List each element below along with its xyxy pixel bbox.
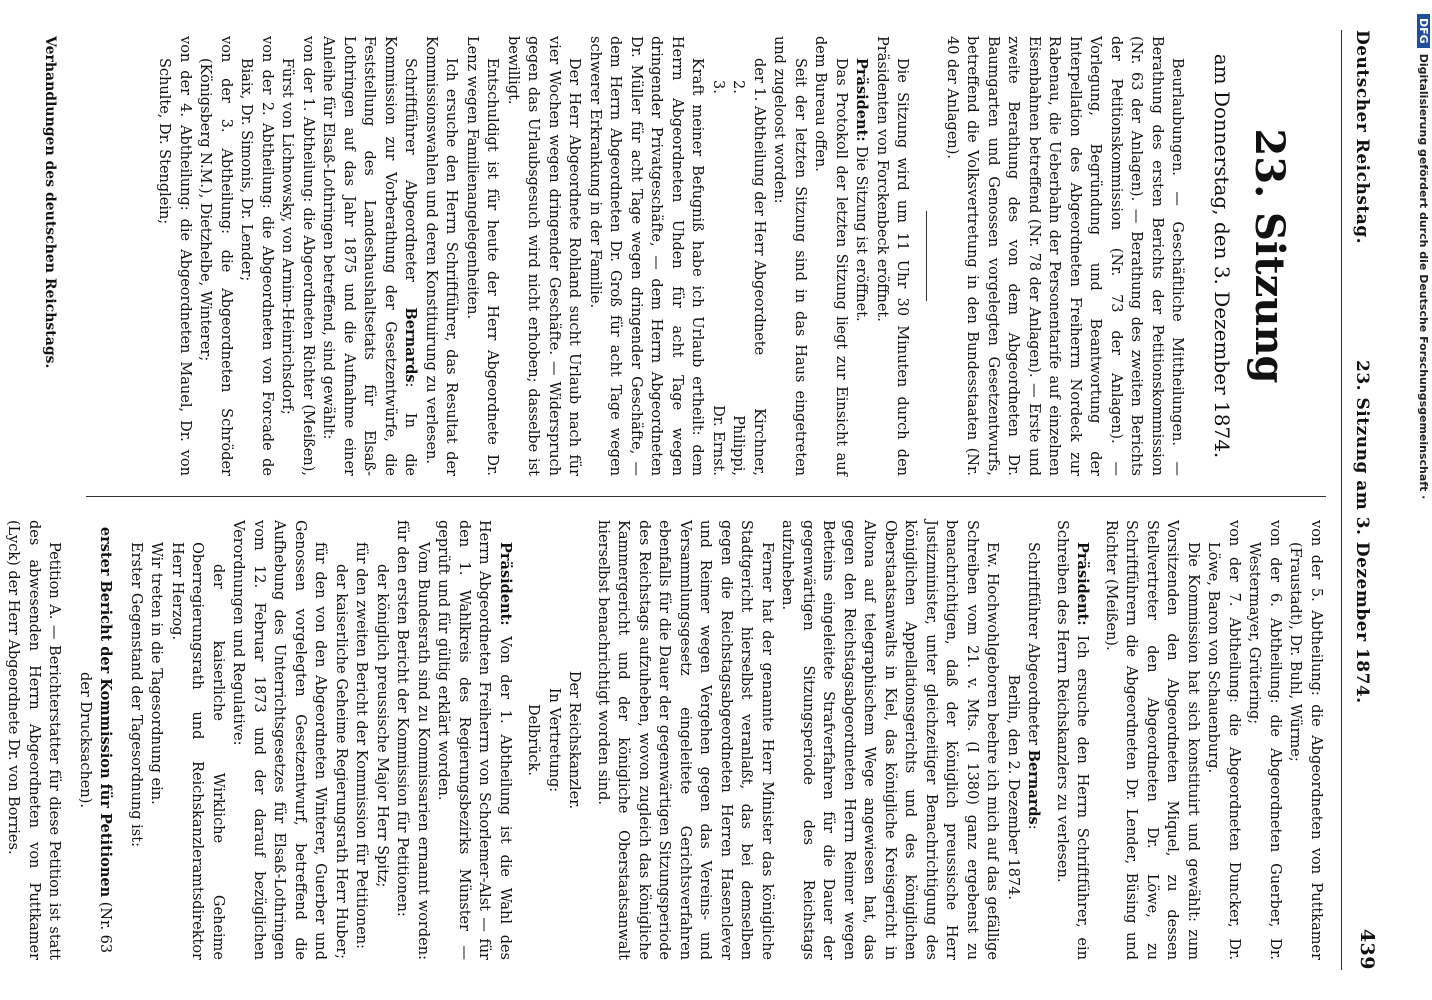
president-statement (851, 36, 872, 476)
list-item: für den zweiten Bericht der Kommission für Petitionen: (353, 542, 370, 950)
agenda-summary: Beurlaubungen. — Geschäftliche Mittheilungen. — Berathung des ersten Berichts der Petitionskommission (Nr. 63 der Anlagen). — Berathung des zweiten Berichts der Petitionskommission (Nr. 73 der Anlagen). — Vorlegung, Begründung und Beantwortung der Interpellation des Abgeordneten Freiherrn Nordeck zur Rabenau, die Ueberbahn der Personentarife auf einzelnen Eisenbahnen betreffend (Nr. 78 der Anlagen). — Erste und zweite Berathung des von dem Abgeordneten Dr. Baumgarten und Genossen vorgelegten Gesetzentwurfs, betreffend die Volksvertretung in den Bundesstaaten (Nr. 40 der Anlagen). (944, 36, 1186, 476)
list-item: für den von den Abgeordneten Winterer, Guerber und Genossen vorgelegten Gesetzentwurf, betreffend die Aufhebung des Unterrichtsgesetzes für Elsaß-Lothringen vom 12. Februar 1873 und der darauf bezüglichen Verordnungen und Regulative: (230, 520, 329, 960)
list-item: der königlich preussische Major Herr Spitz; (374, 564, 390, 888)
petition-paragraph: Petition A. — Berichterstatter für diese Petition ist statt des abwesenden Herrn Abgeordneten von Puttkamer (Lyck) der Herr Abgeordnete Dr. von Borries. (5, 520, 63, 960)
letter-body-2: Ferner hat der genannte Herr Minister das königliche Stadtgericht hierselbst veranlaßt, das bei demselben gegen die Reichstagsabgeordneten Herren Hasenclever und Reimer wegen Vergehen gegen das Vereins- und Versammlungsgesetz eingeleitete Gerichtsverfahren ebenfalls für die Dauer der gegenwärtigen Sitzungsperiode des Reichstags aufzuheben, wovon zugleich das königliche Kammergericht und der königliche Oberstaatsanwalt hierselbst benachrichtigt worden sind. (595, 520, 775, 960)
president-statement: Präsident: Von der 1. Abtheilung ist die Wahl des Herrn Abgeordneten Freiherrn von Schorlemer-Alst — für den 1. Wahlkreis des Regierungsbezirks Münster — geprüft und für gültig erklärt worden. (435, 520, 514, 960)
letter-signature-role: In Vertretung: (546, 687, 562, 793)
right-column (0, 520, 1326, 960)
list-item: von der 4. Abtheilung: die Abgeordneten Mauel, Dr. von Schulte, Dr. Stenglein; (156, 36, 193, 476)
president-statement: Präsident: Ich ersuche den Herrn Schriftführer, ein Schreiben des Herrn Reichskanzlers zu verlesen. (1054, 520, 1092, 960)
list-item: der kaiserliche Geheime Regierungsrath Herr Huber; (333, 564, 349, 960)
funding-text: Digitalisierung gefördert durch die Deutsche Forschungsgemeinschaft · (1417, 53, 1430, 500)
request-paragraph: Ich ersuche den Herrn Schriftführer, das Resultat der Kommissionswahlen und deren Konstituirung zu verlesen. (423, 36, 460, 476)
dfg-logo: DFG (1417, 14, 1430, 48)
list-item: der kaiserliche Wirkliche Geheime Oberregierungsrath und Reichskanzleramtsdirektor Herr Herzog. (169, 542, 226, 960)
secretary-label: Schriftführer Abgeordneter Bernards: (1025, 542, 1043, 830)
leave-paragraph: Kraft meiner Befugniß habe ich Urlaub ertheilt: dem Herrn Abgeordneten Uhden für acht Tage wegen dringender Privatgeschäfte, — dem Herrn Abgeordneten Dr. Müller für acht Tage wegen dringender Geschäfte, — dem Herrn Abgeordneten Dr. Groß für acht Tage wegen schwerer Erkrankung in der Familie. (587, 36, 706, 476)
list-item: von der 2. Abtheilung: die Abgeordneten von Forcade de Biaix, Dr. Simonis, Dr. Lender; (238, 36, 275, 476)
opening-paragraph: Die Sitzung wird um 11 Uhr 30 Minuten durch den Präsidenten von Forckenbeck eröffnet. (874, 36, 911, 476)
column-divider (86, 496, 1326, 497)
list-item: von der 3. Abtheilung: die Abgeordneten Schröder (Königsberg N.M.), Dietzhelbe, Winterer; (197, 36, 234, 476)
session-title: 23. Sitzung (1246, 128, 1293, 384)
list-item: von der 5. Abtheilung: die Abgeordneten von Puttkamer (Fraustadt), Dr. Buhl, Würme; (1287, 520, 1324, 960)
divider (927, 211, 928, 301)
list-item: der 1. Abtheilung der Herr Abgeordnete Kirchner, (751, 58, 767, 476)
header-left: Deutscher Reichstag. (1352, 30, 1372, 245)
excused-paragraph: Entschuldigt ist für heute der Herr Abgeordnete Dr. Lenz wegen Familienangelegenheiten. (464, 36, 501, 476)
new-members-paragraph: Seit der letzten Sitzung sind in das Haus eingetreten und zugeloost worden: (771, 36, 808, 476)
funding-note (1412, 8, 1432, 1000)
letter-date: Berlin, den 2. Dezember 1874. (1005, 674, 1021, 900)
agenda-start: Wir treten in die Tagesordnung ein. (148, 542, 165, 805)
page-header (1342, 30, 1382, 970)
list-item: 2. Philippi, (730, 80, 747, 476)
commissioners-paragraph: Vom Bundesrath sind zu Kommissarien ernannt worden: für den ersten Bericht der Kommission für Petitionen: (394, 520, 431, 960)
list-item: von der 1. Abtheilung: die Abgeordneten Richter (Meißen), Fürst von Lichnowsky, von Arnim-Heinrichsdorf; (279, 36, 316, 476)
page-number: 439 (1356, 928, 1378, 970)
list-item: 3. Dr. Ernst. (710, 80, 726, 476)
footer-title: Verhandlungen des deutschen Reichstags. (42, 36, 58, 369)
letter-signature-name: Delbrück. (525, 704, 542, 776)
leave-request-paragraph: Der Herr Abgeordnete Rohland sucht Urlaub nach für vier Wochen wegen dringender Geschäfte. — Widerspruch gegen das Urlaubsgesuch wird nicht erhoben; dasselbe ist bewilligt. (505, 36, 583, 476)
commission-constituted-paragraph: Die Kommission hat sich konstituirt und gewählt: zum Vorsitzenden den Abgeordneten Miquel, zu dessen Stellvertreter den Abgeordneten Dr. Löwe, zu Schriftführern die Abgeordneten Dr. Lender, Büsing und Richter (Meißen). (1103, 520, 1201, 960)
list-item: von der 7. Abtheilung: die Abgeordneten Duncker, Dr. Löwe, Baron von Schauenburg. (1205, 520, 1242, 960)
agenda-first-item: Erster Gegenstand der Tagesordnung ist: (128, 542, 144, 847)
commission-paragraph: Schriftführer Abgeordneter Bernards: In die Kommission zur Vorberathung der Gesetzentwürfe, die Feststellung des Landeshaushaltsetats für Elsaß-Lothringen auf das Jahr 1875 und die Aufnahme einer Anleihe für Elsaß-Lothringen betreffend, sind gewählt: (320, 36, 420, 477)
protocol-paragraph: Das Protokoll der letzten Sitzung liegt zur Einsicht auf dem Bureau offen. (812, 36, 849, 476)
speaker-text: Die Sitzung ist eröffnet. (853, 141, 870, 322)
left-column (154, 36, 1326, 476)
letter-signature-title: Der Reichskanzler. (566, 670, 583, 810)
list-item: von der 6. Abtheilung: die Abgeordneten Guerber, Dr. Westermayer, Grütering; (1246, 520, 1283, 960)
speaker-label: Präsident: (853, 58, 871, 142)
session-date: am Donnerstag, den 3. Dezember 1874. (1210, 53, 1234, 459)
letter-body: Ew. Hochwohlgeboren beehre ich mich auf das gefällige Schreiben vom 21. v. Mts. (I 1380) ganz ergebenst zu benachrichtigen, daß der königlich preussische Herr Justizminister, unter gleichzeitiger Benachrichtigung des königlichen Appellationsgerichts und des königlichen Oberstaatsanwalts in Kiel, das königliche Kreisgericht in Altona auf telegraphischem Wege angewiesen hat, das gegen den Reichstagsabgeordneten Herrn Reimer wegen Betteins eingeleitete Strafverfahren für die Dauer der gegenwärtigen Sitzungsperiode des Reichstags aufzuheben. (779, 520, 1001, 960)
agenda-heading: erster Bericht der Kommission für Petitionen (Nr. 63 der Drucksachen). (77, 526, 115, 954)
header-rule (1341, 30, 1342, 970)
header-center: 23. Sitzung am 3. Dezember 1874. (1352, 360, 1372, 704)
